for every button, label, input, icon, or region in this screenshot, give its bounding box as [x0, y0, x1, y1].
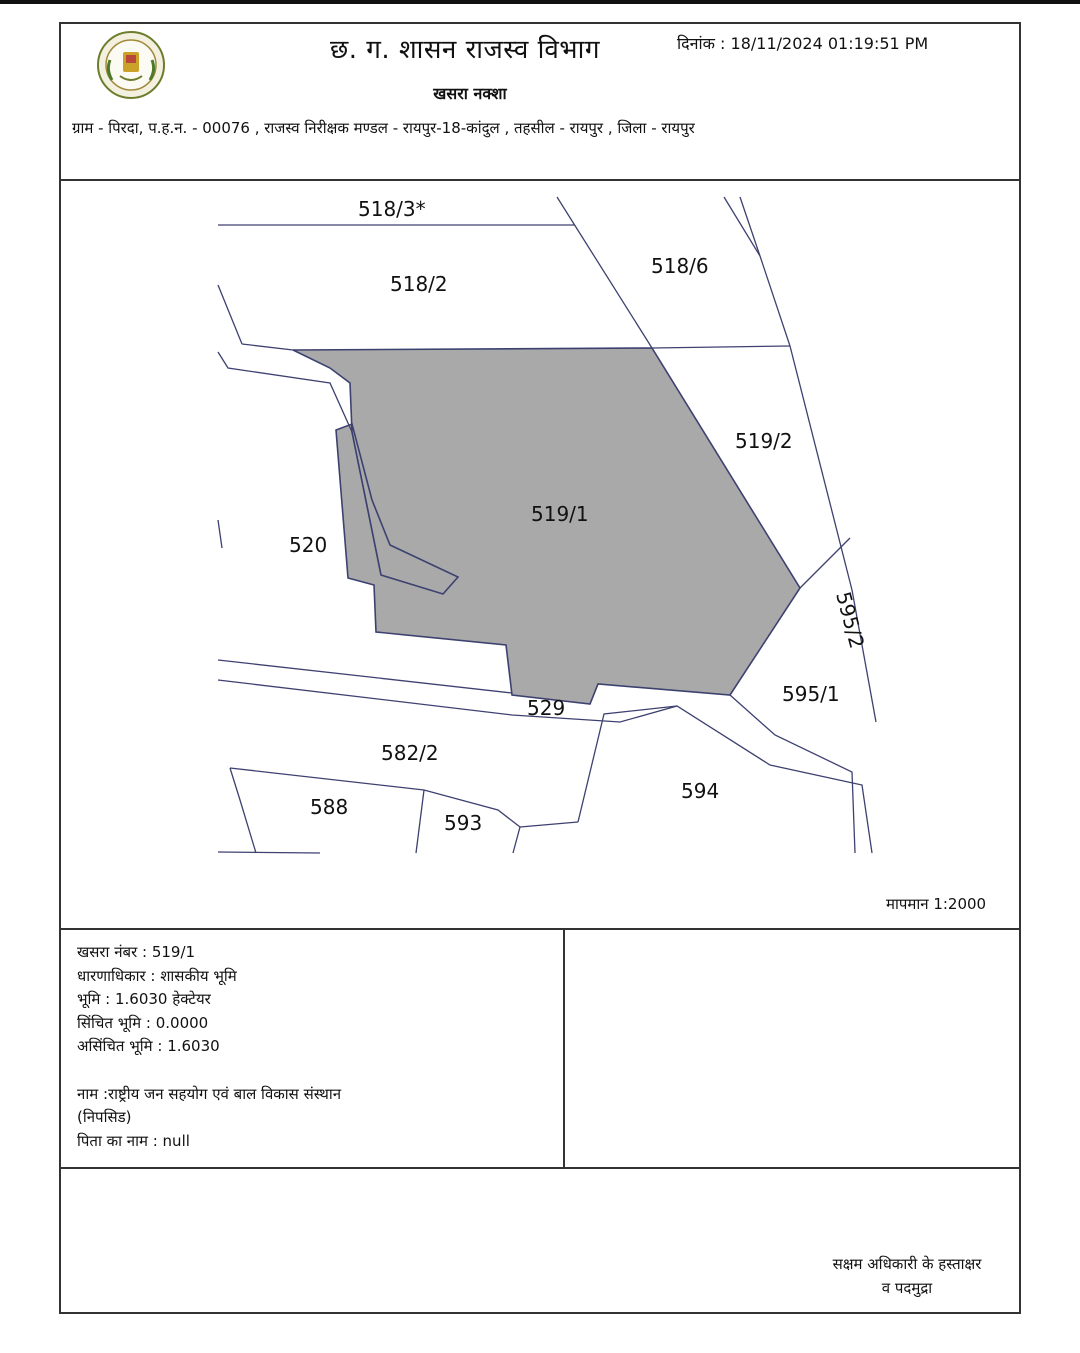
owner-name: नाम :राष्ट्रीय जन सहयोग एवं बाल विकास संस्थान [77, 1084, 342, 1103]
plot-label: 529 [527, 696, 566, 720]
irrigated-area: सिंचित भूमि : 0.0000 [77, 1013, 209, 1032]
plot-label: 520 [289, 533, 328, 557]
plot-label: 594 [681, 779, 720, 803]
land-area: भूमि : 1.6030 हेक्टेयर [77, 990, 211, 1008]
khasra-number: खसरा नंबर : 519/1 [77, 943, 196, 961]
plot-details [77, 941, 341, 1153]
owner-name-abbrev: (निपसिड) [77, 1108, 132, 1126]
plot-label: 518/2 [390, 272, 448, 296]
location-line: ग्राम - पिरदा, प.ह.न. - 00076 , राजस्व निरीक्षक मण्डल - रायपुर-18-कांदुल , तहसील - रायपुर , जिला - रायपुर [72, 119, 695, 137]
map-type-title: खसरा नक्शा [433, 84, 507, 103]
plot-label: 519/1 [531, 502, 589, 526]
plot-label: 595/1 [782, 682, 840, 706]
signature-label: सक्षम अधिकारी के हस्ताक्षर [832, 1255, 982, 1273]
plot-519-1-area [293, 348, 800, 704]
plot-label: 593 [444, 811, 483, 835]
father-name: पिता का नाम : null [77, 1131, 190, 1150]
map-scale: मापमान 1:2000 [886, 895, 987, 913]
officer-signature-block [792, 1252, 1022, 1300]
date-value: 18/11/2024 01:19:51 PM [730, 34, 929, 53]
date-label: दिनांक : [677, 34, 726, 53]
holding-type: धारणाधिकार : शासकीय भूमि [77, 966, 237, 985]
plot-label: 588 [310, 795, 349, 819]
plot-label: 519/2 [735, 429, 793, 453]
plot-label: 595/2 [831, 589, 870, 651]
plot-label: 582/2 [381, 741, 439, 765]
seal-label: व पदमुद्रा [881, 1279, 933, 1297]
plot-label: 518/6 [651, 254, 709, 278]
unirrigated-area: असिंचित भूमि : 1.6030 [77, 1037, 220, 1055]
department-title: छ. ग. शासन राजस्व विभाग [330, 35, 600, 65]
plot-label: 518/3* [358, 197, 426, 221]
